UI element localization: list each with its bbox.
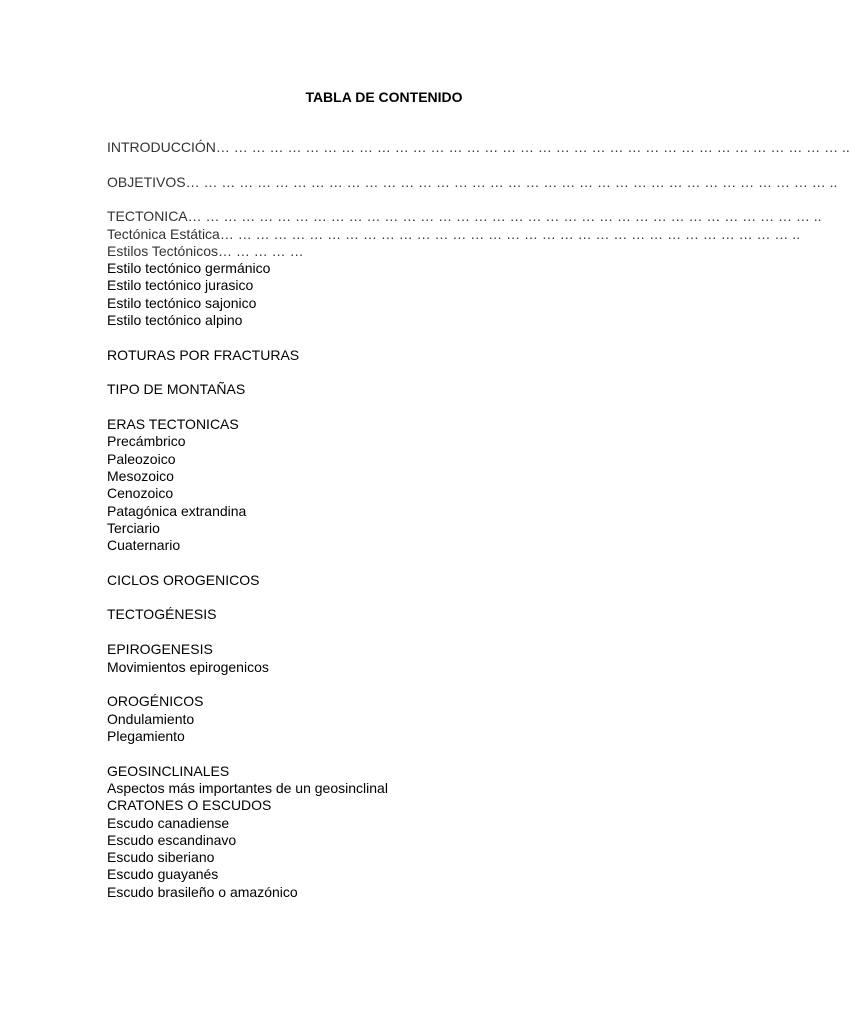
toc-entry-terciario: Terciario [107,520,160,536]
toc-entry-plegamiento: Plegamiento [107,728,185,744]
toc-entry-cuaternario: Cuaternario [107,537,181,553]
toc-entry-movimientos-epirogenicos: Movimientos epirogenicos [107,659,269,675]
toc-entry-precambrico: Precámbrico [107,433,186,449]
toc-entry-estilos-tectonicos: Estilos Tectónicos… … … … … [107,243,304,259]
page-title: TABLA DE CONTENIDO [305,89,463,105]
toc-entry-orogenicos: OROGÉNICOS [107,693,204,709]
toc-entry-eras-tectonicas: ERAS TECTONICAS [107,416,239,432]
toc-entry-estilo-alpino: Estilo tectónico alpino [107,312,243,328]
toc-entry-estilo-germanico: Estilo tectónico germánico [107,260,271,276]
toc-entry-tectonica-estatica: Tectónica Estática… … … … … … … … … … … … … … … … … … … … … … … … … … … … … … … … .. [107,226,801,242]
toc-entry-mesozoico: Mesozoico [107,468,174,484]
toc-entry-tectonica: TECTONICA… … … … … … … … … … … … … … … … … … … … … … … … … … … … … … … … … … … .. [107,208,822,224]
toc-entry-aspectos-geosinclinal: Aspectos más importantes de un geosinclinal [107,780,388,796]
toc-entry-geosinclinales: GEOSINCLINALES [107,763,230,779]
toc-entry-introduccion: INTRODUCCIÓN… … … … … … … … … … … … … … … … … … … … … … … … … … … … … … … … … … … .. [107,139,850,155]
toc-entry-escudo-brasileno: Escudo brasileño o amazónico [107,884,298,900]
toc-entry-escudo-escandinavo: Escudo escandinavo [107,832,237,848]
toc-entry-roturas: ROTURAS POR FRACTURAS [107,347,300,363]
toc-entry-objetivos: OBJETIVOS… … … … … … … … … … … … … … … … … … … … … … … … … … … … … … … … … … … … .. [107,174,838,190]
toc-entry-escudo-guayanes: Escudo guayanés [107,866,219,882]
toc-entry-cratones: CRATONES O ESCUDOS [107,797,272,813]
toc-entry-ondulamiento: Ondulamiento [107,711,195,727]
toc-entry-cenozoico: Cenozoico [107,485,174,501]
toc-entry-epirogenesis: EPIROGENESIS [107,641,213,657]
toc-entry-tectogenesis: TECTOGÉNESIS [107,606,217,622]
toc-entry-estilo-jurasico: Estilo tectónico jurasico [107,277,254,293]
toc-entry-patagonica: Patagónica extrandina [107,503,247,519]
toc-entry-escudo-siberiano: Escudo siberiano [107,849,215,865]
toc-entry-tipo-montanas: TIPO DE MONTAÑAS [107,381,246,397]
toc-entry-paleozoico: Paleozoico [107,451,176,467]
toc-entry-ciclos-orogenicos: CICLOS OROGENICOS [107,572,260,588]
toc-entry-escudo-canadiense: Escudo canadiense [107,815,230,831]
toc-entry-estilo-sajonico: Estilo tectónico sajonico [107,295,257,311]
